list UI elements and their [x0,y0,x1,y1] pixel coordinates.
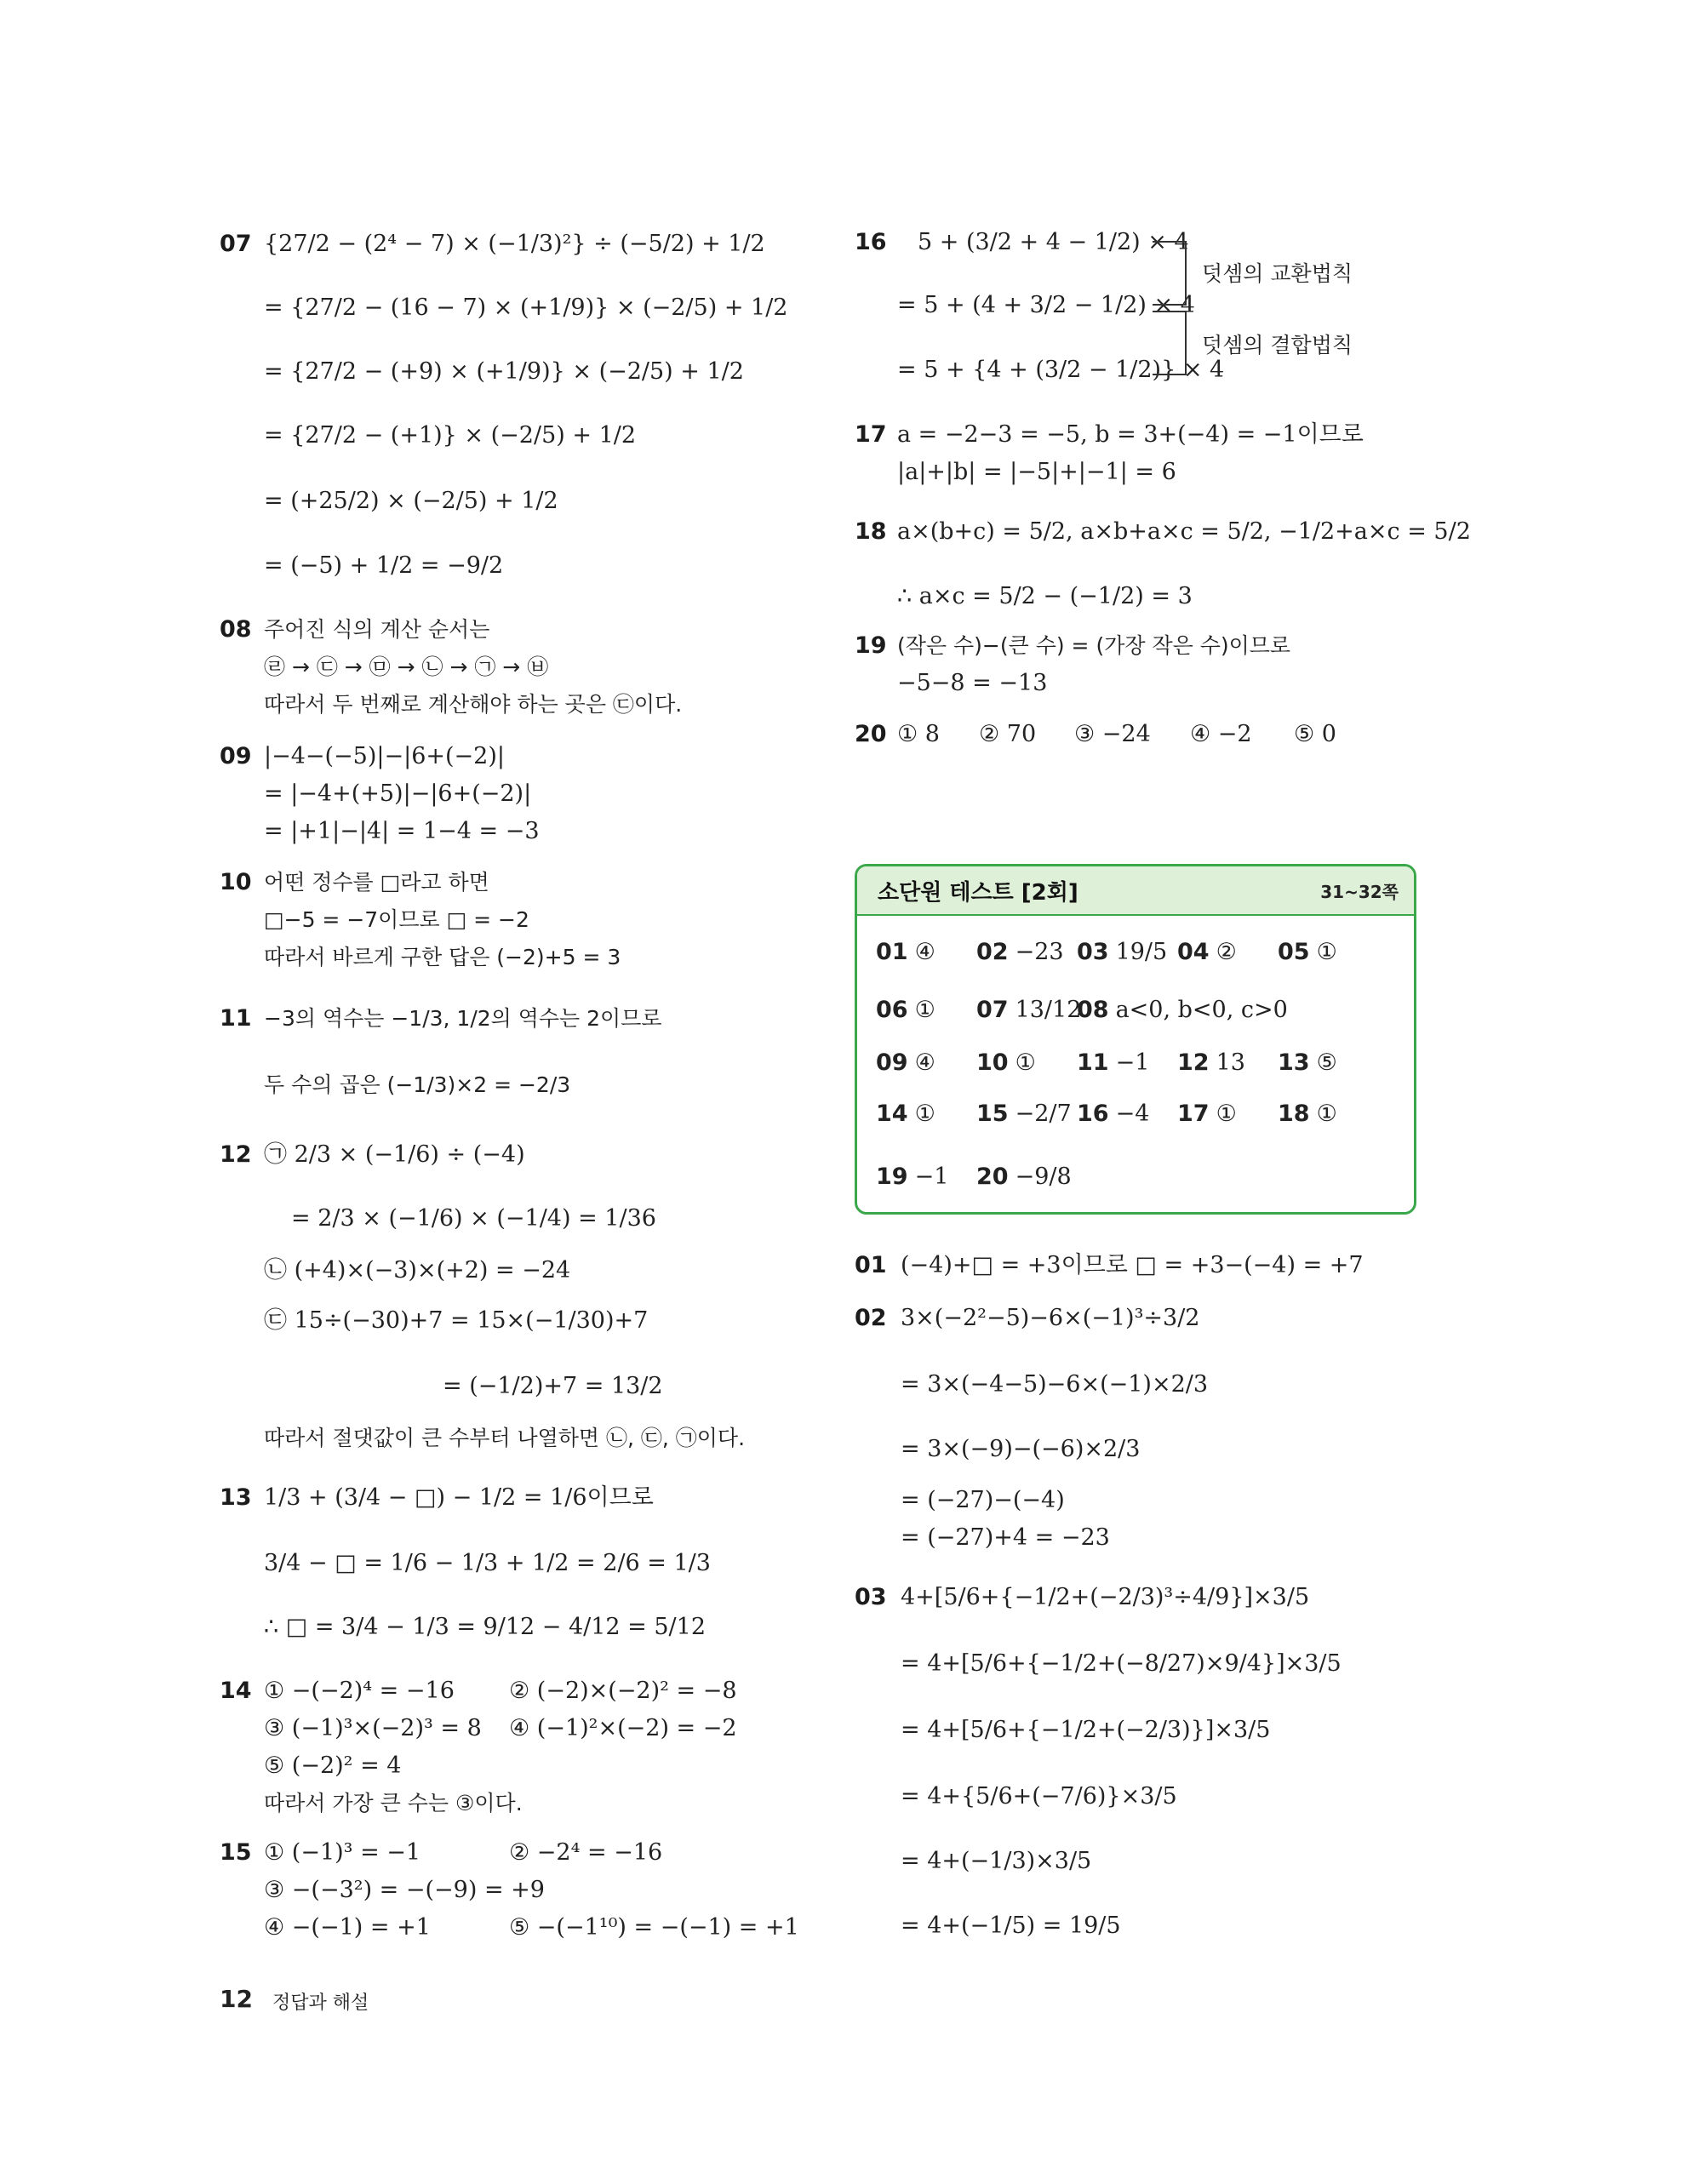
answer-item: 11 −1 [1077,1049,1150,1076]
answer-item: 10 ① [976,1049,1036,1076]
answer-item: 08 a<0, b<0, c>0 [1077,997,1288,1023]
problem-number: 18 [855,518,887,545]
solution-line: = (−5) + 1/2 = −9/2 [264,552,504,579]
problem-number: 07 [220,231,252,257]
answer-item: 16 −4 [1077,1101,1150,1127]
solution-line: = 4+{5/6+(−7/6)}×3/5 [901,1783,1177,1810]
solution-line: = 5 + (4 + 3/2 − 1/2) × 4 [897,292,1195,318]
solution-line: = {27/2 − (+9) × (+1/9)} × (−2/5) + 1/2 [264,358,744,385]
answer-item: 09 ④ [876,1049,935,1076]
solution-line: (−4)+□ = +3이므로 □ = +3−(−4) = +7 [901,1252,1364,1278]
solution-line: = 4+[5/6+{−1/2+(−8/27)×9/4}]×3/5 [901,1650,1342,1677]
answer-item: 07 13/12 [976,997,1082,1023]
unit-test-box [855,864,1416,1215]
solution-line: 따라서 가장 큰 수는 ③이다. [264,1791,523,1815]
problem-number: 17 [855,421,887,448]
solution-line: = (+25/2) × (−2/5) + 1/2 [264,488,558,514]
problem-number: 15 [220,1839,252,1866]
solution-line: ③ (−1)³×(−2)³ = 8 [264,1715,482,1741]
unit-test-header [857,866,1414,916]
solution-line: = 4+(−1/3)×3/5 [901,1848,1092,1874]
bracket-line [1153,241,1187,306]
solution-line: ① −(−2)⁴ = −16 [264,1678,455,1704]
solution-line: = 5 + {4 + (3/2 − 1/2)} × 4 [897,357,1225,383]
problem-number: 01 [855,1252,887,1278]
solution-line: ∴ □ = 3/4 − 1/3 = 9/12 − 4/12 = 5/12 [264,1614,707,1640]
solution-line: = |−4+(+5)|−|6+(−2)| [264,780,532,807]
solution-line: ㉠ 2/3 × (−1/6) ÷ (−4) [264,1141,525,1168]
solution-line: (작은 수)−(큰 수) = (가장 작은 수)이므로 [897,633,1291,658]
solution-line: 따라서 바르게 구한 답은 (−2)+5 = 3 [264,945,621,969]
solution-line: ㉡ (+4)×(−3)×(+2) = −24 [264,1257,571,1284]
problem-number: 19 [855,632,887,659]
solution-line: 따라서 두 번째로 계산해야 하는 곳은 ㉢이다. [264,692,683,717]
solution-line: −5−8 = −13 [897,670,1048,696]
answer-item: 01 ④ [876,939,935,965]
solution-line: 4+[5/6+{−1/2+(−2/3)³÷4/9}]×3/5 [901,1584,1310,1610]
solution-line: = (−27)+4 = −23 [901,1524,1110,1551]
solution-line: = {27/2 − (+1)} × (−2/5) + 1/2 [264,422,637,449]
solution-line: ② −2⁴ = −16 [509,1839,663,1866]
problem-number: 16 [855,229,887,255]
problem-number: 11 [220,1005,252,1032]
answer-item: 03 19/5 [1077,939,1168,965]
solution-line: ② (−2)×(−2)² = −8 [509,1678,737,1704]
problem-number: 13 [220,1484,252,1511]
solution-line: ① (−1)³ = −1 [264,1839,421,1866]
bracket-line [1153,311,1187,375]
answer-item: 17 ① [1177,1101,1237,1127]
footer-title: 정답과 해설 [272,1992,369,2014]
solution-line: 3/4 − □ = 1/6 − 1/3 + 1/2 = 2/6 = 1/3 [264,1550,711,1576]
problem-number: 20 [855,721,887,747]
solution-line: ② 70 [979,721,1037,747]
solution-line: = (−1/2)+7 = 13/2 [443,1373,663,1399]
solution-line: ⑤ 0 [1294,721,1336,747]
solution-line: 두 수의 곱은 (−1/3)×2 = −2/3 [264,1072,571,1097]
answer-item: 06 ① [876,997,935,1023]
answer-item: 12 13 [1177,1049,1245,1076]
solution-line: 따라서 절댓값이 큰 수부터 나열하면 ㉡, ㉢, ㉠이다. [264,1426,746,1450]
solution-line: a×(b+c) = 5/2, a×b+a×c = 5/2, −1/2+a×c = 5/2 [897,518,1471,545]
solution-line: |−4−(−5)|−|6+(−2)| [264,743,505,769]
solution-line: ④ −(−1) = +1 [264,1914,431,1941]
solution-line: = (−27)−(−4) [901,1487,1065,1513]
answer-item: 20 −9/8 [976,1163,1072,1190]
solution-line: ⑤ (−2)² = 4 [264,1752,402,1779]
answer-item: 19 −1 [876,1163,949,1190]
solution-line: −3의 역수는 −1/3, 1/2의 역수는 2이므로 [264,1006,662,1031]
solution-line: ④ (−1)²×(−2) = −2 [509,1715,737,1741]
answer-item: 15 −2/7 [976,1101,1072,1127]
law-note: 덧셈의 결합법칙 [1202,333,1353,357]
solution-line: |a|+|b| = |−5|+|−1| = 6 [897,459,1176,485]
solution-line: a = −2−3 = −5, b = 3+(−4) = −1이므로 [897,421,1364,448]
problem-number: 12 [220,1141,252,1168]
problem-number: 14 [220,1678,252,1704]
answer-item: 13 ⑤ [1278,1049,1337,1076]
unit-test-title: 소단원 테스트 [2회] [878,880,1078,906]
unit-test-pages: 31~32쪽 [1320,882,1399,902]
problem-number: 08 [220,616,252,643]
solution-line: = {27/2 − (16 − 7) × (+1/9)} × (−2/5) + 1/2 [264,294,788,321]
solution-line: ① 8 [897,721,940,747]
solution-line: = |+1|−|4| = 1−4 = −3 [264,818,540,844]
solution-line: = 3×(−9)−(−6)×2/3 [901,1436,1141,1462]
solution-line: □−5 = −7이므로 □ = −2 [264,907,529,932]
law-note: 덧셈의 교환법칙 [1202,261,1353,286]
solution-line: 1/3 + (3/4 − □) − 1/2 = 1/6이므로 [264,1484,654,1511]
solution-line: ③ −24 [1074,721,1151,747]
solution-line: = 4+(−1/5) = 19/5 [901,1912,1121,1939]
problem-number: 02 [855,1305,887,1331]
problem-number: 10 [220,869,252,895]
answer-item: 18 ① [1278,1101,1337,1127]
solution-line: ∴ a×c = 5/2 − (−1/2) = 3 [897,583,1193,609]
answer-item: 05 ① [1278,939,1337,965]
solution-line: = 3×(−4−5)−6×(−1)×2/3 [901,1371,1209,1398]
page-number: 12 [220,1985,253,2013]
solution-line: ㉢ 15÷(−30)+7 = 15×(−1/30)+7 [264,1307,649,1334]
solution-line: = 4+[5/6+{−1/2+(−2/3)}]×3/5 [901,1717,1271,1743]
problem-number: 09 [220,743,252,769]
solution-line: ⑤ −(−1¹⁰) = −(−1) = +1 [509,1914,799,1941]
answer-item: 14 ① [876,1101,935,1127]
problem-number: 03 [855,1584,887,1610]
solution-line: 5 + (3/2 + 4 − 1/2) × 4 [918,229,1189,255]
solution-line: ㉣ → ㉢ → ㉤ → ㉡ → ㉠ → ㉥ [264,655,549,679]
solution-line: 3×(−2²−5)−6×(−1)³÷3/2 [901,1305,1200,1331]
answer-item: 02 −23 [976,939,1064,965]
solution-line: ③ −(−3²) = −(−9) = +9 [264,1877,545,1903]
answer-item: 04 ② [1177,939,1237,965]
solution-line: {27/2 − (2⁴ − 7) × (−1/3)²} ÷ (−5/2) + 1/2 [264,231,765,257]
solution-line: 어떤 정수를 □라고 하면 [264,870,489,895]
solution-line: = 2/3 × (−1/6) × (−1/4) = 1/36 [291,1205,656,1232]
solution-line: 주어진 식의 계산 순서는 [264,617,490,642]
solution-line: ④ −2 [1190,721,1252,747]
